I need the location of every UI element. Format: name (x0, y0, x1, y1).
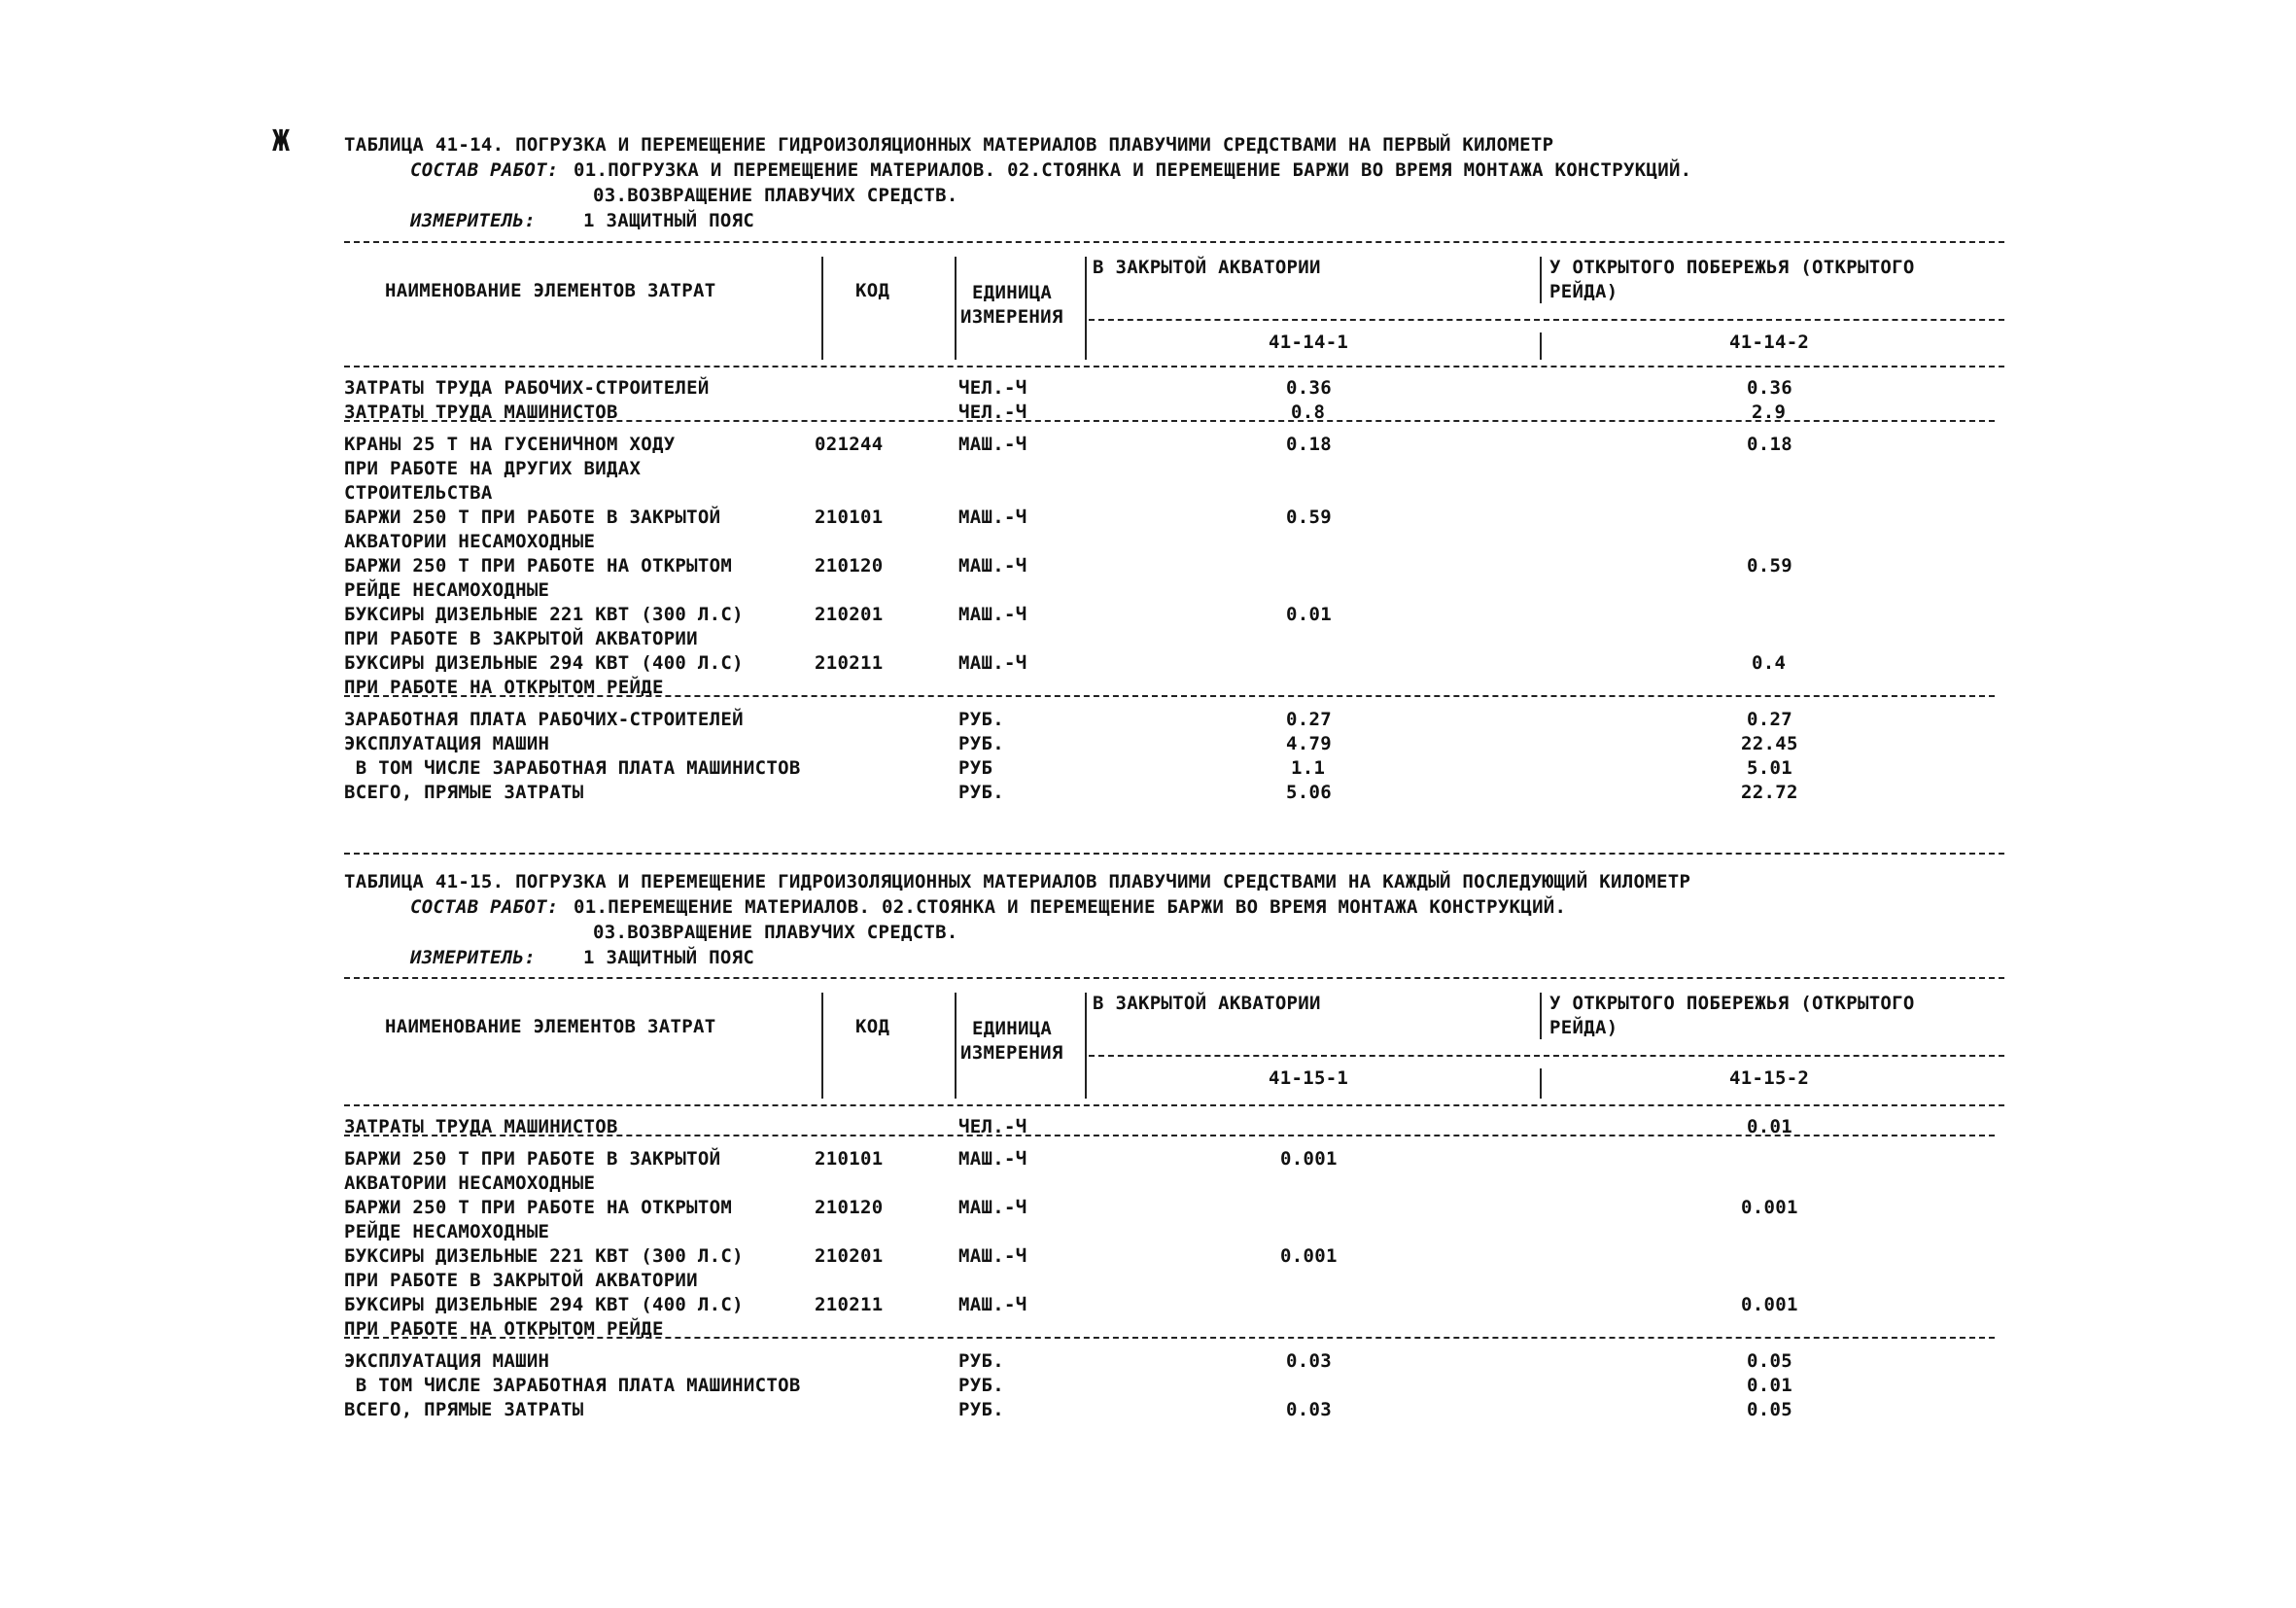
row-name: БУКСИРЫ ДИЗЕЛЬНЫЕ 294 КВТ (400 Л.С) (344, 652, 744, 674)
row-name: БУКСИРЫ ДИЗЕЛЬНЫЕ 221 КВТ (300 Л.С) (344, 1245, 744, 1267)
row-name: ЗАРАБОТНАЯ ПЛАТА РАБОЧИХ-СТРОИТЕЛЕЙ (344, 709, 744, 730)
row-name: БАРЖИ 250 Т ПРИ РАБОТЕ НА ОТКРЫТОМ (344, 555, 733, 577)
row-name: В ТОМ ЧИСЛЕ ЗАРАБОТНАЯ ПЛАТА МАШИНИСТОВ (344, 1375, 801, 1396)
row-value-col-1: 0.27 (1286, 709, 1332, 730)
table-41-15-code-2: 41-15-2 (1729, 1067, 1810, 1089)
row-value-col-2: 0.4 (1752, 652, 1787, 674)
row-unit: РУБ. (958, 733, 1004, 754)
row-value-col-1: 0.001 (1280, 1245, 1338, 1267)
row-name: КРАНЫ 25 Т НА ГУСЕНИЧНОМ ХОДУ (344, 434, 676, 455)
row-value-col-1: 0.36 (1286, 377, 1332, 399)
row-unit: РУБ. (958, 782, 1004, 803)
column-separator (821, 993, 823, 1099)
row-value-col-1: 0.03 (1286, 1399, 1332, 1420)
table-41-15-header-top-rule (344, 977, 2004, 979)
row-value-col-1: 1.1 (1291, 757, 1326, 779)
row-name: БАРЖИ 250 Т ПРИ РАБОТЕ НА ОТКРЫТОМ (344, 1197, 733, 1218)
row-value-col-2: 0.59 (1747, 555, 1792, 577)
row-name: АКВАТОРИИ НЕСАМОХОДНЫЕ (344, 531, 596, 552)
row-code: 210201 (815, 1245, 884, 1267)
table-41-14-work-line-2: 03.ВОЗВРАЩЕНИЕ ПЛАВУЧИХ СРЕДСТВ. (593, 185, 958, 206)
table-41-15-title: ТАБЛИЦА 41-15. ПОГРУЗКА И ПЕРЕМЕЩЕНИЕ ГИДРОИЗОЛЯЦИОННЫХ МАТЕРИАЛОВ ПЛАВУЧИМИ СРЕДСТВАМИ НА КАЖДЫЙ ПОСЛЕДУЮЩИЙ КИЛОМЕТР (344, 871, 1691, 892)
row-name: ПРИ РАБОТЕ В ЗАКРЫТОЙ АКВАТОРИИ (344, 1270, 698, 1291)
table-41-15-group-rule (344, 1135, 1995, 1136)
row-code: 210211 (815, 1294, 884, 1315)
table-41-14-meter-label: ИЗМЕРИТЕЛЬ: (410, 210, 537, 231)
row-name: ПРИ РАБОТЕ НА ДРУГИХ ВИДАХ (344, 458, 642, 479)
table-41-15-header-mid-rule (1089, 1055, 2004, 1057)
row-value-col-2: 0.01 (1747, 1116, 1792, 1137)
row-unit: МАШ.-Ч (958, 1294, 1027, 1315)
row-code: 210211 (815, 652, 884, 674)
row-name: РЕЙДЕ НЕСАМОХОДНЫЕ (344, 1221, 550, 1242)
row-unit: РУБ. (958, 1399, 1004, 1420)
row-name: ПРИ РАБОТЕ В ЗАКРЫТОЙ АКВАТОРИИ (344, 628, 698, 649)
table-41-14-title: ТАБЛИЦА 41-14. ПОГРУЗКА И ПЕРЕМЕЩЕНИЕ ГИДРОИЗОЛЯЦИОННЫХ МАТЕРИАЛОВ ПЛАВУЧИМИ СРЕДСТВАМИ НА ПЕРВЫЙ КИЛОМЕТР (344, 134, 1554, 156)
table-41-15-work-label: СОСТАВ РАБОТ: (410, 896, 559, 918)
row-unit: МАШ.-Ч (958, 1148, 1027, 1170)
row-name: ЗАТРАТЫ ТРУДА МАШИНИСТОВ (344, 402, 618, 423)
table-41-14-header-top-rule (344, 241, 2004, 243)
page-marker: Ж (272, 124, 291, 158)
row-unit: МАШ.-Ч (958, 507, 1027, 528)
row-value-col-2: 0.05 (1747, 1350, 1792, 1372)
column-separator (1540, 1068, 1542, 1099)
row-unit: ЧЕЛ.-Ч (958, 402, 1027, 423)
table-41-14-header-col-2a: У ОТКРЫТОГО ПОБЕРЕЖЬЯ (ОТКРЫТОГО (1549, 257, 1915, 278)
row-value-col-2: 22.72 (1741, 782, 1798, 803)
row-unit: РУБ. (958, 1375, 1004, 1396)
row-name: ЗАТРАТЫ ТРУДА РАБОЧИХ-СТРОИТЕЛЕЙ (344, 377, 710, 399)
column-separator (1085, 257, 1087, 360)
row-unit: РУБ (958, 757, 993, 779)
table-41-15-group-rule (344, 1337, 1995, 1339)
row-unit: МАШ.-Ч (958, 1245, 1027, 1267)
row-value-col-1: 0.03 (1286, 1350, 1332, 1372)
row-value-col-2: 0.001 (1741, 1294, 1798, 1315)
row-unit: РУБ. (958, 1350, 1004, 1372)
row-name: ПРИ РАБОТЕ НА ОТКРЫТОМ РЕЙДЕ (344, 677, 664, 698)
row-value-col-1: 0.01 (1286, 604, 1332, 625)
table-41-15-header-name: НАИМЕНОВАНИЕ ЭЛЕМЕНТОВ ЗАТРАТ (385, 1016, 716, 1037)
row-value-col-1: 0.001 (1280, 1148, 1338, 1170)
row-code: 210101 (815, 1148, 884, 1170)
row-name: АКВАТОРИИ НЕСАМОХОДНЫЕ (344, 1172, 596, 1194)
column-separator (955, 257, 957, 360)
row-value-col-2: 0.18 (1747, 434, 1792, 455)
row-value-col-2: 5.01 (1747, 757, 1792, 779)
table-41-15-header-bottom-rule (344, 1104, 2004, 1106)
row-value-col-2: 22.45 (1741, 733, 1798, 754)
column-separator (1540, 332, 1542, 360)
row-value-col-2: 0.27 (1747, 709, 1792, 730)
row-code: 210120 (815, 1197, 884, 1218)
row-name: ВСЕГО, ПРЯМЫЕ ЗАТРАТЫ (344, 782, 584, 803)
table-41-14-header-unit-2: ИЗМЕРЕНИЯ (960, 306, 1063, 328)
row-code: 210101 (815, 507, 884, 528)
table-41-14-code-1: 41-14-1 (1269, 332, 1349, 353)
row-code: 210201 (815, 604, 884, 625)
row-unit: ЧЕЛ.-Ч (958, 377, 1027, 399)
row-value-col-2: 0.36 (1747, 377, 1792, 399)
table-41-14-group-rule (344, 695, 1995, 697)
column-separator (821, 257, 823, 360)
row-name: ПРИ РАБОТЕ НА ОТКРЫТОМ РЕЙДЕ (344, 1318, 664, 1340)
table-41-15-header-code: КОД (855, 1016, 890, 1037)
table-41-14-header-col-1: В ЗАКРЫТОЙ АКВАТОРИИ (1093, 257, 1321, 278)
row-name: БУКСИРЫ ДИЗЕЛЬНЫЕ 221 КВТ (300 Л.С) (344, 604, 744, 625)
table-41-14-work-line-1: 01.ПОГРУЗКА И ПЕРЕМЕЩЕНИЕ МАТЕРИАЛОВ. 02.СТОЯНКА И ПЕРЕМЕЩЕНИЕ БАРЖИ ВО ВРЕМЯ МОНТАЖА КОНСТРУКЦИЙ. (574, 159, 1692, 181)
row-value-col-2: 0.05 (1747, 1399, 1792, 1420)
table-41-14-header-mid-rule (1089, 319, 2004, 321)
table-41-14-header-code: КОД (855, 280, 890, 301)
row-unit: МАШ.-Ч (958, 434, 1027, 455)
row-value-col-1: 0.8 (1291, 402, 1326, 423)
row-name: СТРОИТЕЛЬСТВА (344, 482, 493, 504)
row-unit: МАШ.-Ч (958, 604, 1027, 625)
column-separator (1085, 993, 1087, 1099)
table-41-14-code-2: 41-14-2 (1729, 332, 1810, 353)
row-name: БАРЖИ 250 Т ПРИ РАБОТЕ В ЗАКРЫТОЙ (344, 1148, 721, 1170)
table-41-15-work-line-1: 01.ПЕРЕМЕЩЕНИЕ МАТЕРИАЛОВ. 02.СТОЯНКА И ПЕРЕМЕЩЕНИЕ БАРЖИ ВО ВРЕМЯ МОНТАЖА КОНСТРУКЦИЙ. (574, 896, 1567, 918)
table-41-14-header-unit-1: ЕДИНИЦА (972, 282, 1053, 303)
column-separator (955, 993, 957, 1099)
row-name: В ТОМ ЧИСЛЕ ЗАРАБОТНАЯ ПЛАТА МАШИНИСТОВ (344, 757, 801, 779)
table-41-14-header-bottom-rule (344, 366, 2004, 367)
table-41-15-header-col-2b: РЕЙДА) (1549, 1017, 1618, 1038)
row-code: 021244 (815, 434, 884, 455)
row-name: ЭКСПЛУАТАЦИЯ МАШИН (344, 733, 550, 754)
row-name: БУКСИРЫ ДИЗЕЛЬНЫЕ 294 КВТ (400 Л.С) (344, 1294, 744, 1315)
row-value-col-2: 0.01 (1747, 1375, 1792, 1396)
row-unit: ЧЕЛ.-Ч (958, 1116, 1027, 1137)
row-name: ВСЕГО, ПРЯМЫЕ ЗАТРАТЫ (344, 1399, 584, 1420)
row-code: 210120 (815, 555, 884, 577)
row-name: РЕЙДЕ НЕСАМОХОДНЫЕ (344, 579, 550, 601)
table-41-15-header-col-1: В ЗАКРЫТОЙ АКВАТОРИИ (1093, 993, 1321, 1014)
row-value-col-1: 4.79 (1286, 733, 1332, 754)
table-41-15-header-unit-2: ИЗМЕРЕНИЯ (960, 1042, 1063, 1064)
table-41-15-meter-value: 1 ЗАЩИТНЫЙ ПОЯС (583, 947, 755, 968)
table-41-14-bottom-rule (344, 853, 2004, 855)
column-separator (1540, 993, 1542, 1039)
table-41-15-header-col-2a: У ОТКРЫТОГО ПОБЕРЕЖЬЯ (ОТКРЫТОГО (1549, 993, 1915, 1014)
table-41-14-meter-value: 1 ЗАЩИТНЫЙ ПОЯС (583, 210, 755, 231)
row-name: ЗАТРАТЫ ТРУДА МАШИНИСТОВ (344, 1116, 618, 1137)
table-41-14-work-label: СОСТАВ РАБОТ: (410, 159, 559, 181)
row-unit: МАШ.-Ч (958, 555, 1027, 577)
row-value-col-2: 2.9 (1752, 402, 1787, 423)
table-41-15-work-line-2: 03.ВОЗВРАЩЕНИЕ ПЛАВУЧИХ СРЕДСТВ. (593, 922, 958, 943)
table-41-14-header-col-2b: РЕЙДА) (1549, 281, 1618, 302)
row-value-col-2: 0.001 (1741, 1197, 1798, 1218)
table-41-15-header-unit-1: ЕДИНИЦА (972, 1018, 1053, 1039)
row-unit: МАШ.-Ч (958, 1197, 1027, 1218)
row-value-col-1: 0.18 (1286, 434, 1332, 455)
table-41-14-group-rule (344, 420, 1995, 422)
column-separator (1540, 257, 1542, 303)
table-41-15-code-1: 41-15-1 (1269, 1067, 1349, 1089)
row-value-col-1: 0.59 (1286, 507, 1332, 528)
row-unit: МАШ.-Ч (958, 652, 1027, 674)
row-name: ЭКСПЛУАТАЦИЯ МАШИН (344, 1350, 550, 1372)
table-41-14-header-name: НАИМЕНОВАНИЕ ЭЛЕМЕНТОВ ЗАТРАТ (385, 280, 716, 301)
row-name: БАРЖИ 250 Т ПРИ РАБОТЕ В ЗАКРЫТОЙ (344, 507, 721, 528)
row-value-col-1: 5.06 (1286, 782, 1332, 803)
table-41-15-meter-label: ИЗМЕРИТЕЛЬ: (410, 947, 537, 968)
row-unit: РУБ. (958, 709, 1004, 730)
